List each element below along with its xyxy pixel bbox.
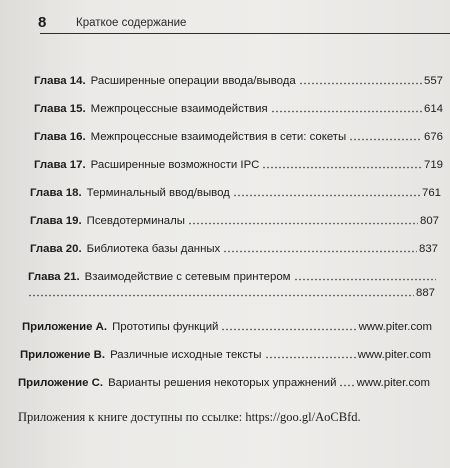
page-ref: 761 [421, 187, 441, 199]
toc-entry-continuation [28, 286, 435, 300]
appendix-entry [18, 376, 430, 390]
toc-entry [34, 74, 443, 88]
appendix-label: Приложение C. [18, 377, 104, 389]
toc-entry [34, 130, 443, 144]
dot-leader [349, 138, 422, 141]
toc-entry [34, 158, 443, 172]
running-title: Краткое содержание [76, 17, 187, 29]
page-ref: 614 [423, 103, 443, 115]
appendix-link: www.piter.com [356, 377, 430, 389]
page-ref: 557 [423, 75, 443, 87]
page-ref: 719 [423, 159, 443, 171]
appendix-note: Приложения к книге доступны по ссылке: https://goo.gl/AoCBfd. [18, 410, 361, 424]
chapter-title: Псевдотерминалы [86, 215, 185, 227]
appendix-link: www.piter.com [357, 349, 431, 361]
page-ref: 837 [418, 243, 438, 255]
chapter-number: Глава 21. [28, 271, 80, 283]
dot-leader [294, 278, 436, 281]
dot-leader [262, 166, 422, 169]
dot-leader [339, 384, 354, 387]
toc-entry [28, 270, 438, 284]
toc-entry [30, 242, 438, 256]
toc-entry [30, 214, 439, 228]
page-number: 8 [38, 14, 47, 31]
dot-leader [188, 222, 418, 225]
toc-entry [30, 186, 441, 200]
dot-leader [28, 294, 414, 297]
appendix-entry [20, 348, 431, 362]
chapter-title: Межпроцессные взаимодействия в сети: сокеты [90, 131, 347, 143]
dot-leader [233, 194, 420, 197]
chapter-number: Глава 14. [34, 75, 86, 87]
chapter-title: Межпроцессные взаимодействия [90, 103, 268, 115]
dot-leader [223, 250, 417, 253]
toc-entry [34, 102, 443, 116]
appendix-title: Различные исходные тексты [110, 349, 262, 361]
appendix-title: Прототипы функций [112, 321, 219, 333]
appendix-link: www.piter.com [358, 321, 432, 333]
chapter-number: Глава 20. [30, 243, 82, 255]
chapter-title: Взаимодействие с сетевым принтером [84, 271, 291, 283]
dot-leader [271, 110, 422, 113]
appendix-title: Варианты решения некоторых упражнений [108, 377, 337, 389]
chapter-number: Глава 18. [30, 187, 82, 199]
dot-leader [221, 328, 356, 331]
chapter-number: Глава 17. [34, 159, 86, 171]
dot-leader [265, 356, 356, 359]
chapter-title: Расширенные операции ввода/вывода [90, 75, 296, 87]
page-ref: 807 [419, 215, 439, 227]
appendix-label: Приложение B. [20, 349, 106, 361]
chapter-number: Глава 19. [30, 215, 82, 227]
chapter-title: Библиотека базы данных [86, 243, 221, 255]
chapter-title: Расширенные возможности IPC [90, 159, 260, 171]
dot-leader [299, 82, 422, 85]
chapter-number: Глава 15. [34, 103, 86, 115]
chapter-number: Глава 16. [34, 131, 86, 143]
appendix-entry [22, 320, 432, 334]
page-ref: 676 [423, 131, 443, 143]
page-ref: 887 [415, 287, 435, 299]
appendix-label: Приложение A. [22, 321, 108, 333]
chapter-title: Терминальный ввод/вывод [86, 187, 230, 199]
